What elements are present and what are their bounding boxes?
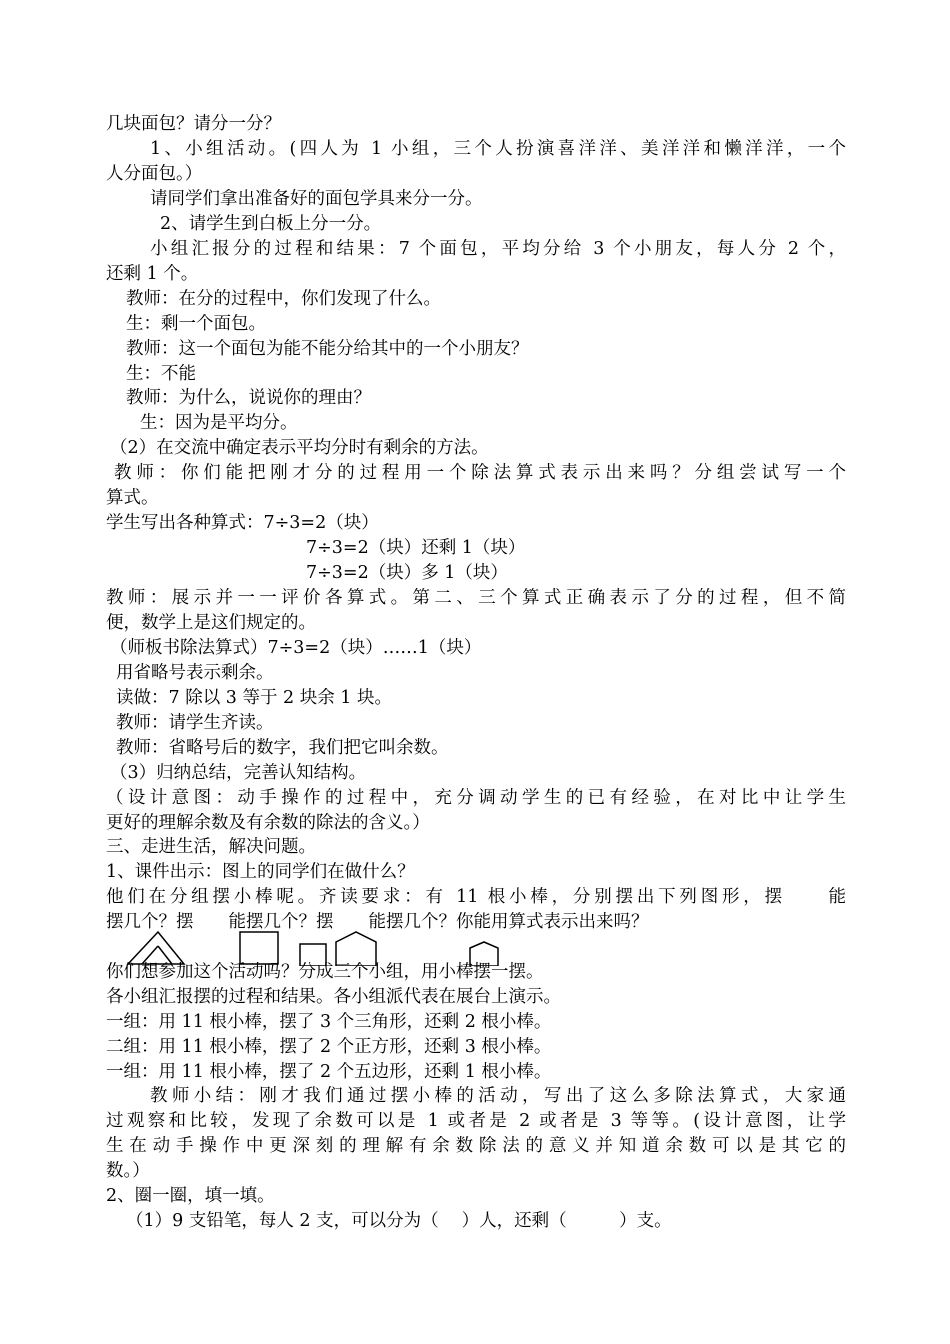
text-line: 过观察和比较，发现了余数可以是 1 或者是 2 或者是 3 等等。(设计意图，让学: [106, 1111, 846, 1131]
text-line: 便，数学上是这们规定的。: [106, 613, 316, 633]
text-line: 小组汇报分的过程和结果：7 个面包，平均分给 3 个小朋友，每人分 2 个，: [150, 239, 846, 259]
text-line: 读做：7 除以 3 等于 2 块余 1 块。: [116, 688, 392, 708]
text-line: 7÷3=2（块）多 1（块）: [306, 563, 508, 583]
text-line: 教师：省略号后的数字，我们把它叫余数。: [116, 738, 449, 758]
text-line: 各小组汇报摆的过程和结果。各小组派代表在展台上演示。: [106, 987, 561, 1007]
text-line: （3）归纳总结，完善认知结构。: [110, 763, 367, 783]
text-line: 生：因为是平均分。: [140, 413, 298, 433]
text-line: 教师：展示并一一评价各算式。第二、三个算式正确表示了分的过程，但不简: [106, 588, 846, 608]
text-line: 还剩 1 个。: [106, 264, 199, 284]
text-line: 2、请学生到白板上分一分。: [160, 214, 382, 234]
text-line: 人分面包。）: [106, 164, 203, 184]
text-line: 教师：请学生齐读。: [116, 713, 274, 733]
text-line: 他们在分组摆小棒呢。齐读要求：有 11 根小棒，分别摆出下列图形，摆 能: [106, 887, 846, 907]
text-line: 摆几个？摆 能摆几个？摆 能摆几个？你能用算式表示出来吗？: [106, 912, 649, 932]
text-line: （1）9 支铅笔，每人 2 支，可以分为（ ）人，还剩（ ）支。: [126, 1211, 672, 1231]
text-line: 算式。: [106, 488, 159, 508]
text-line: 用省略号表示剩余。: [116, 663, 274, 683]
text-line: 教师：你们能把刚才分的过程用一个除法算式表示出来吗？分组尝试写一个: [114, 463, 846, 483]
text-line: 教师：为什么，说说你的理由？: [126, 388, 371, 408]
text-line: 学生写出各种算式：7÷3=2（块）: [106, 513, 379, 533]
text-line: （2）在交流中确定表示平均分时有剩余的方法。: [110, 438, 489, 458]
text-line: 生：剩一个面包。: [126, 314, 266, 334]
text-line: 1、课件出示：图上的同学们在做什么？: [106, 862, 415, 882]
text-line: 7÷3=2（块）还剩 1（块）: [306, 538, 526, 558]
text-line: 请同学们拿出准备好的面包学具来分一分。: [150, 189, 483, 209]
text-line: 教师：这一个面包为能不能分给其中的一个小朋友？: [126, 339, 529, 359]
text-line: 一组：用 11 根小棒，摆了 2 个五边形，还剩 1 根小棒。: [106, 1062, 552, 1082]
text-line: 生在动手操作中更深刻的理解有余数除法的意义并知道余数可以是其它的: [106, 1136, 846, 1156]
text-line: 教师小结：刚才我们通过摆小棒的活动，写出了这么多除法算式，大家通: [150, 1086, 846, 1106]
text-line: 更好的理解余数及有余数的除法的含义。）: [106, 813, 430, 833]
text-line: 三、走进生活，解决问题。: [106, 837, 316, 857]
text-line: 数。）: [106, 1161, 150, 1181]
text-line: 2、圈一圈，填一填。: [106, 1186, 275, 1206]
text-line: （师板书除法算式）7÷3=2（块）……1（块）: [110, 638, 482, 658]
text-line: 教师：在分的过程中，你们发现了什么。: [126, 289, 441, 309]
text-line: 二组：用 11 根小棒，摆了 2 个正方形，还剩 3 根小棒。: [106, 1037, 552, 1057]
text-line: 生：不能: [126, 364, 196, 384]
text-line: 一组：用 11 根小棒，摆了 3 个三角形，还剩 2 根小棒。: [106, 1012, 552, 1032]
text-line: （设计意图：动手操作的过程中，充分调动学生的已有经验，在对比中让学生: [106, 788, 846, 808]
text-line: 你们想参加这个活动吗？分成三个小组，用小棒摆一摆。: [106, 962, 544, 982]
text-line: 几块面包？请分一分？: [106, 114, 281, 134]
text-line: 1、小组活动。(四人为 1 小组，三个人扮演喜洋洋、美洋洋和懒洋洋，一个: [150, 139, 846, 159]
